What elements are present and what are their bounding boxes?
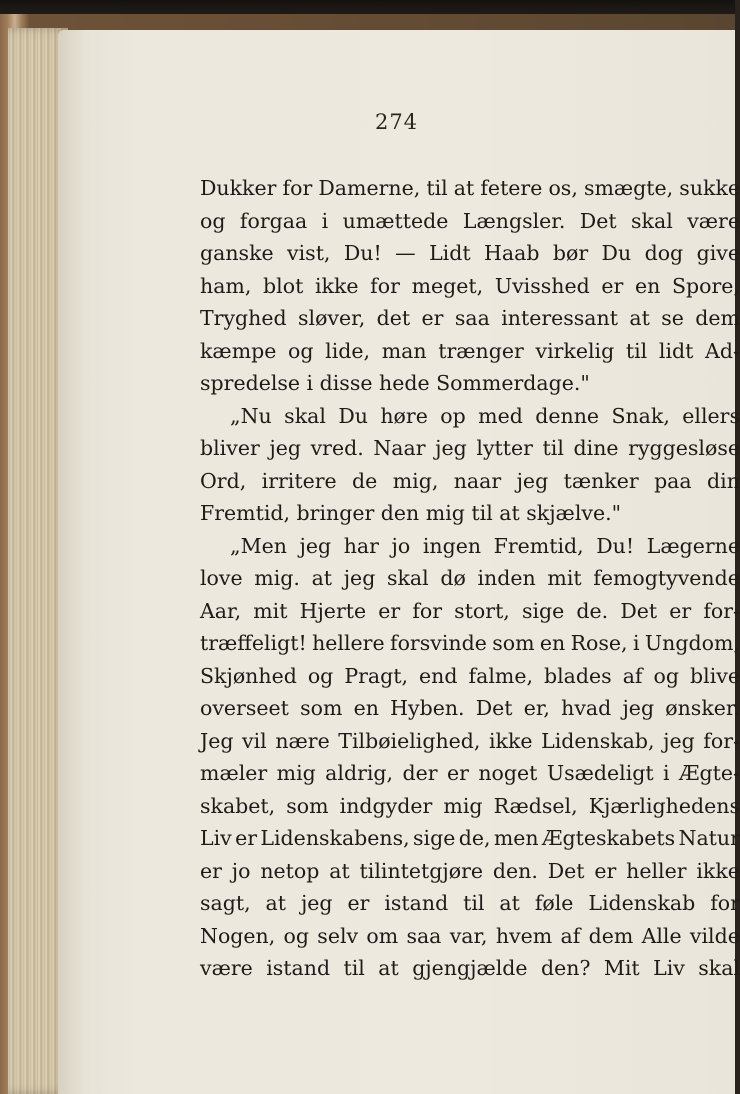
word: Mit: [603, 956, 640, 980]
word: aldrig,: [325, 761, 394, 785]
word: —: [395, 241, 416, 265]
word: ønsker.: [665, 696, 740, 720]
word: tænker: [563, 468, 639, 493]
word: op: [440, 403, 466, 428]
word: saa: [454, 306, 490, 330]
word: din: [707, 468, 740, 493]
word: for-: [703, 728, 740, 753]
word: Natur: [678, 826, 740, 850]
word: for-: [703, 598, 740, 623]
word: var,: [449, 923, 488, 948]
word: de.: [576, 598, 609, 623]
word: Tilbøielighed,: [338, 728, 481, 753]
word: i: [663, 761, 670, 785]
word: Uvisshed: [494, 273, 590, 298]
word: Det: [547, 858, 585, 883]
word: dine: [573, 436, 619, 460]
word: de: [352, 468, 378, 493]
text-line-11: Fremtid, bringer den mig til at skjælve.": [200, 501, 622, 525]
text-line-3: [200, 237, 740, 270]
word: man: [381, 338, 427, 363]
word: for: [710, 891, 740, 915]
word: at: [453, 176, 475, 200]
word: vred.: [310, 436, 364, 460]
word: irritere: [261, 468, 337, 493]
word: „Nu: [230, 403, 272, 428]
text-line-14: [200, 595, 740, 628]
word: jeg: [663, 728, 695, 753]
word: er: [601, 273, 624, 298]
word: Længsler.: [462, 208, 566, 233]
text-line-12: [200, 530, 740, 563]
word: Kjærlighedens: [588, 793, 740, 818]
word: være: [200, 956, 253, 980]
word: Rose,: [570, 631, 628, 655]
word: forsvinde: [389, 631, 487, 655]
word: Liv: [200, 826, 232, 850]
word: Det: [475, 696, 513, 720]
word: for: [370, 273, 400, 298]
word: indgyder: [339, 793, 433, 818]
word: Liv: [653, 956, 685, 980]
word: selv: [317, 923, 359, 948]
word: i: [321, 208, 329, 233]
word: Alle: [641, 923, 682, 948]
word: høre: [380, 403, 428, 428]
word: Tryghed: [200, 306, 287, 330]
word: ellers: [682, 403, 740, 428]
word: som: [300, 696, 343, 720]
word: vil: [242, 728, 267, 753]
word: dem: [695, 306, 740, 330]
text-line-10: [200, 465, 740, 498]
word: for: [412, 598, 443, 623]
word: stort,: [454, 598, 510, 623]
word: trænger: [438, 338, 524, 363]
word: saa: [406, 923, 442, 948]
word: give: [696, 241, 740, 265]
word: netop: [260, 858, 320, 883]
word: sige: [521, 598, 565, 623]
word: istand: [384, 891, 449, 915]
word: Du: [601, 241, 632, 265]
word: Skjønhed: [200, 663, 297, 688]
text-line-8: [200, 400, 740, 433]
word: meget,: [411, 273, 484, 298]
word: om: [366, 923, 399, 948]
word: en: [539, 631, 566, 655]
word: Spore,: [671, 273, 740, 298]
word: jeg: [516, 468, 549, 493]
page-number: 274: [374, 110, 419, 134]
word: blades: [544, 663, 612, 688]
word: Jeg: [200, 728, 234, 753]
word: som: [286, 793, 329, 818]
text-line-23: [200, 887, 740, 920]
word: til: [625, 338, 648, 363]
word: det: [376, 306, 411, 330]
word: os,: [548, 176, 578, 200]
word: mit: [547, 566, 582, 590]
word: jeg: [343, 566, 376, 590]
word: Nogen,: [200, 923, 276, 948]
word: ryggesløse: [628, 436, 740, 460]
word: Pragt,: [344, 663, 409, 688]
text-line-9: [200, 432, 740, 465]
word: blot: [263, 273, 304, 298]
word: Du!: [596, 533, 635, 558]
word: og: [200, 208, 226, 233]
text-line-19: [200, 757, 740, 790]
word: mig: [443, 793, 483, 818]
word: til: [542, 436, 564, 460]
word: dem: [588, 923, 634, 948]
text-line-5: [200, 302, 740, 335]
word: er: [347, 891, 370, 915]
word: Rædsel,: [493, 793, 578, 818]
word: som: [492, 631, 535, 655]
word: dø: [440, 566, 466, 590]
word: Lidenskab: [588, 891, 696, 915]
word: Haab: [484, 241, 540, 265]
text-line-17: [200, 692, 740, 725]
word: sagt,: [200, 891, 251, 915]
body-text: [200, 172, 740, 985]
text-line-2: [200, 205, 740, 238]
word: Det: [620, 598, 658, 623]
word: er: [669, 598, 692, 623]
word: at: [499, 891, 520, 915]
word: Lægerne: [646, 533, 740, 558]
word: til: [426, 176, 448, 200]
word: umættede: [342, 208, 449, 233]
word: ikke: [314, 273, 359, 298]
word: at: [311, 566, 333, 590]
word: er: [200, 858, 222, 883]
word: af: [560, 923, 581, 948]
word: lytter: [476, 436, 533, 460]
word: paa: [654, 468, 692, 493]
word: i: [632, 631, 640, 655]
word: og: [283, 923, 310, 948]
word: med: [478, 403, 523, 428]
text-line-15: [200, 627, 740, 660]
word: hellere: [312, 631, 385, 655]
word: fetere: [480, 176, 543, 200]
word: er: [235, 826, 258, 850]
word: nære: [275, 728, 330, 753]
word: dog: [644, 241, 684, 265]
word: jo: [231, 858, 251, 883]
word: Naar: [373, 436, 426, 460]
word: Du!: [343, 241, 382, 265]
word: mit: [253, 598, 288, 623]
word: Usædeligt: [546, 761, 654, 785]
word: forgaa: [239, 208, 308, 233]
word: til: [343, 956, 365, 980]
word: Lidenskabens,: [260, 826, 410, 850]
word: at: [629, 306, 650, 330]
word: overseet: [200, 696, 289, 720]
word: er: [446, 761, 469, 785]
word: jeg: [622, 696, 655, 720]
word: ganske: [200, 241, 274, 265]
word: Snak,: [611, 403, 670, 428]
word: være: [687, 208, 740, 233]
text-line-24: [200, 920, 740, 953]
word: er: [378, 598, 401, 623]
word: Ungdom,: [644, 631, 740, 655]
word: kæmpe: [200, 338, 277, 363]
word: blive: [690, 663, 740, 688]
word: mig,: [392, 468, 439, 493]
word: inden: [477, 566, 536, 590]
word: Hjerte: [299, 598, 367, 623]
word: Ægteskabets: [541, 826, 676, 850]
word: føle: [534, 891, 574, 915]
word: til: [463, 891, 485, 915]
word: vilde: [689, 923, 740, 948]
word: der: [402, 761, 438, 785]
word: af: [622, 663, 643, 688]
word: smægte,: [583, 176, 674, 200]
word: Det: [579, 208, 617, 233]
word: er,: [523, 696, 550, 720]
word: men: [493, 826, 539, 850]
word: noget: [478, 761, 538, 785]
word: sige: [413, 826, 456, 850]
word: tilintetgjøre: [359, 858, 484, 883]
word: mig: [276, 761, 316, 785]
word: for: [282, 176, 313, 200]
word: hvem: [495, 923, 553, 948]
word: sløver,: [298, 306, 366, 330]
word: Ord,: [200, 468, 247, 493]
word: og: [288, 338, 314, 363]
word: lide,: [325, 338, 371, 363]
word: ikke: [489, 728, 533, 753]
text-line-6: [200, 335, 740, 368]
word: er: [594, 858, 617, 883]
word: vist,: [287, 241, 331, 265]
word: Ad-: [705, 338, 740, 363]
word: jeg: [435, 436, 467, 460]
word: Lidenskab,: [541, 728, 655, 753]
word: ikke: [696, 858, 740, 883]
word: Lidt: [429, 241, 471, 265]
word: istand: [266, 956, 331, 980]
word: bliver: [200, 436, 260, 460]
text-line-25: [200, 952, 740, 985]
word: ingen: [422, 533, 482, 558]
word: skal: [698, 956, 740, 980]
word: heller: [626, 858, 687, 883]
word: interessant: [501, 306, 618, 330]
word: Aar,: [200, 598, 242, 623]
word: love: [200, 566, 243, 590]
word: mæler: [200, 761, 268, 785]
word: lidt: [658, 338, 694, 363]
text-line-16: [200, 660, 740, 693]
word: at: [329, 858, 350, 883]
word: skabet,: [200, 793, 276, 818]
word: en: [634, 273, 661, 298]
word: jeg: [299, 533, 332, 558]
word: falme,: [468, 663, 533, 688]
word: en: [353, 696, 379, 720]
word: femogtyvende: [593, 566, 740, 590]
word: Hyben.: [390, 696, 465, 720]
word: naar: [453, 468, 502, 493]
word: og: [653, 663, 679, 688]
word: skal: [386, 566, 429, 590]
word: jeg: [300, 891, 333, 915]
word: denne: [535, 403, 600, 428]
word: de,: [458, 826, 491, 850]
word: har: [343, 533, 379, 558]
text-line-4: [200, 270, 740, 303]
word: Damerne,: [318, 176, 421, 200]
word: se: [661, 306, 684, 330]
word: skal: [631, 208, 673, 233]
text-line-20: [200, 790, 740, 823]
word: „Men: [230, 533, 287, 558]
word: Fremtid,: [493, 533, 584, 558]
word: og: [307, 663, 334, 688]
text-line-18: [200, 725, 740, 758]
word: at: [265, 891, 287, 915]
text-line-1: [200, 172, 740, 205]
text-line-22: [200, 855, 740, 888]
word: den?: [540, 956, 591, 980]
text-line-7: spredelse i disse hede Sommerdage.": [200, 371, 590, 395]
word: Dukker: [200, 176, 277, 200]
text-line-13: [200, 562, 740, 595]
word: mig.: [254, 566, 300, 590]
word: sukke: [679, 176, 740, 200]
word: den.: [492, 858, 538, 883]
word: skal: [284, 403, 326, 428]
word: Ægte-: [679, 761, 740, 785]
book-page: [58, 30, 740, 1094]
word: ham,: [200, 273, 252, 298]
word: er: [421, 306, 444, 330]
word: træffeligt!: [200, 631, 307, 655]
word: jo: [391, 533, 411, 558]
word: at: [378, 956, 399, 980]
text-line-21: [200, 822, 740, 855]
word: gjengjælde: [412, 956, 528, 980]
word: virkelig: [535, 338, 615, 363]
word: bør: [552, 241, 589, 265]
word: Du: [338, 403, 368, 428]
word: hvad: [561, 696, 612, 720]
word: jeg: [269, 436, 301, 460]
word: end: [419, 663, 458, 688]
